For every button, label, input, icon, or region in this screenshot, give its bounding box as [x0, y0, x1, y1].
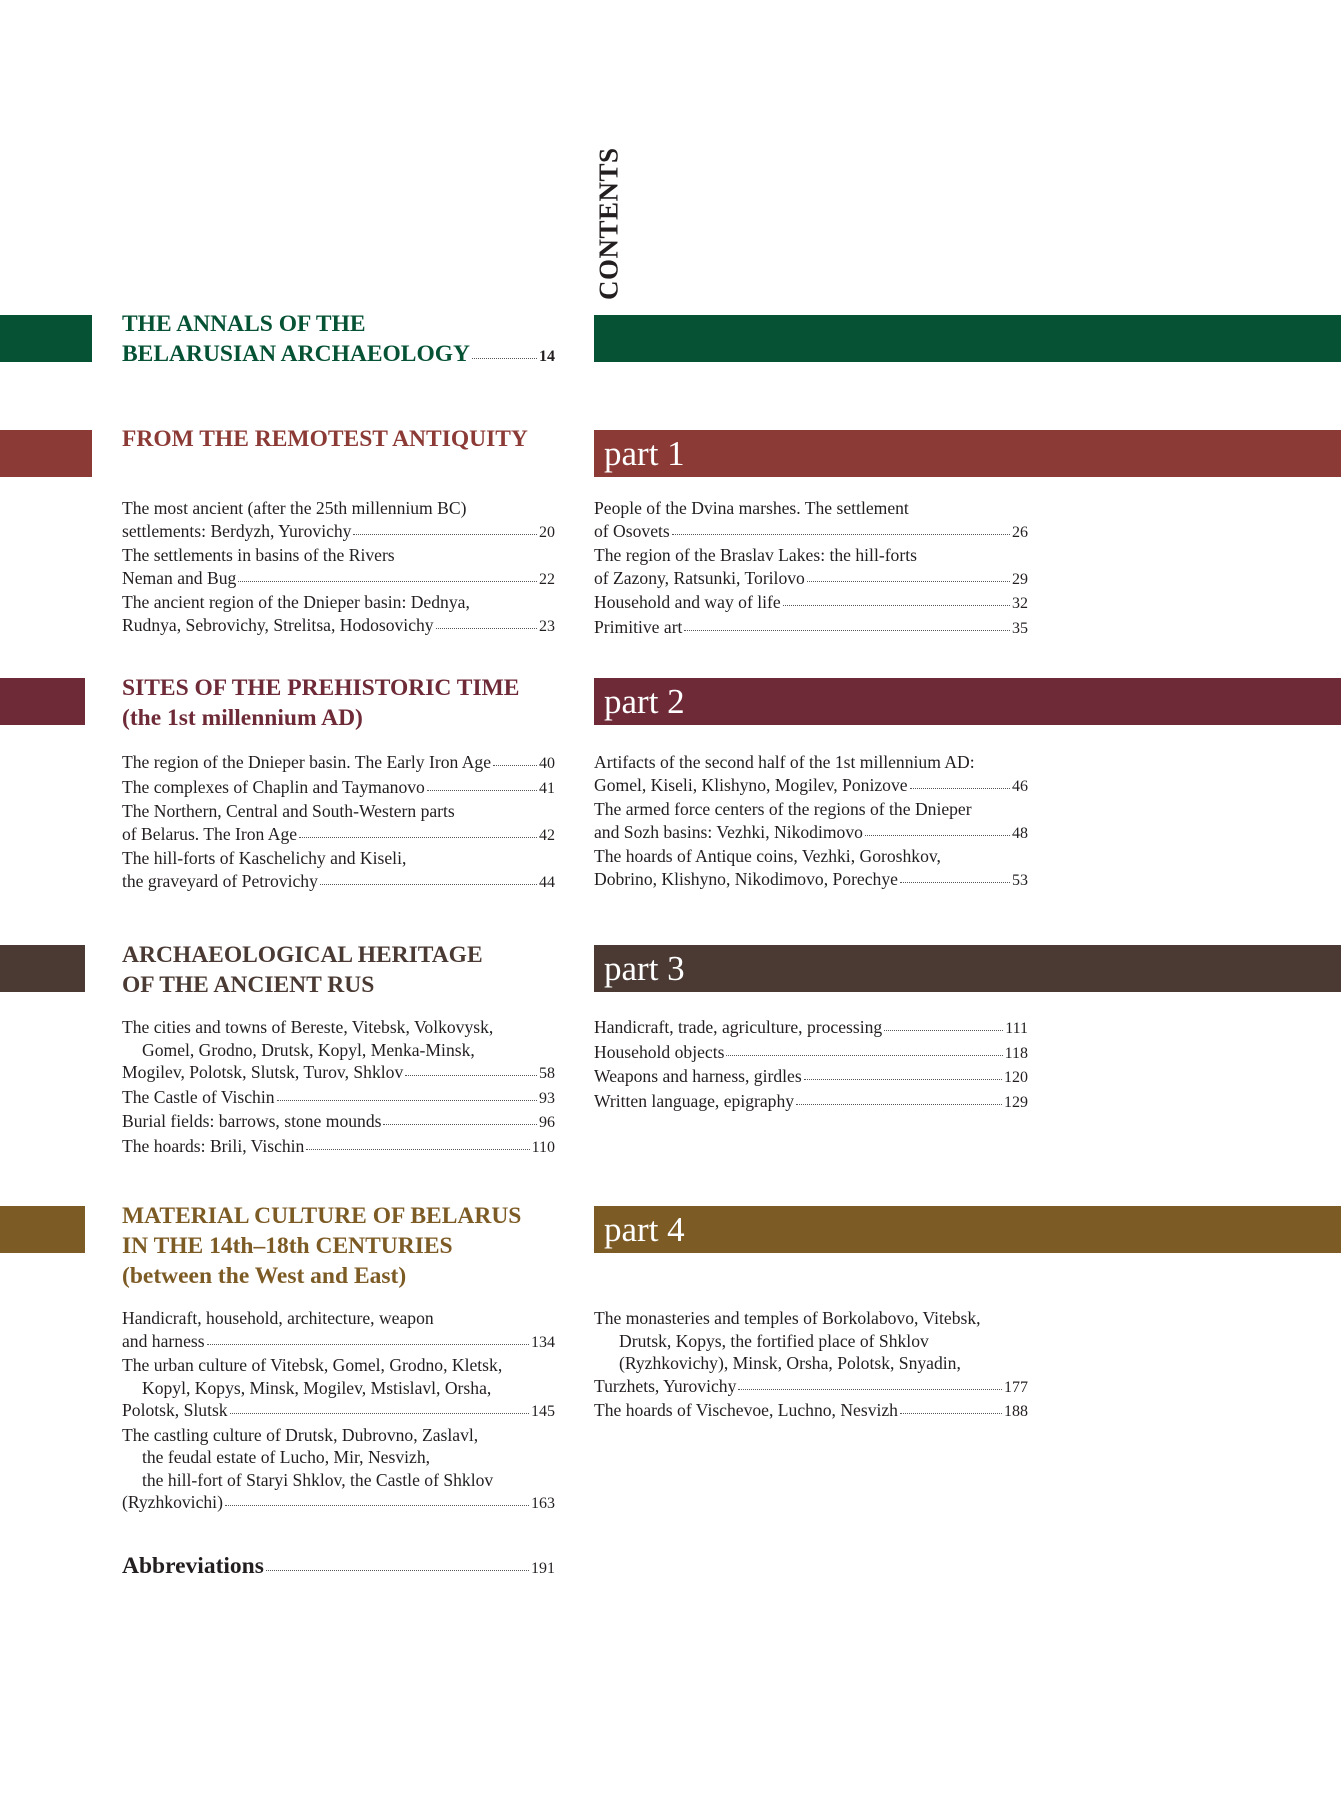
section-1-left-bar	[0, 430, 92, 477]
toc-entry[interactable]	[594, 798, 1028, 845]
section-3-left-list	[122, 1016, 555, 1159]
page-number: 96	[539, 1114, 555, 1131]
part-1-label: part 1	[604, 434, 685, 473]
toc-entry[interactable]	[122, 1354, 555, 1424]
toc-entry[interactable]	[594, 616, 1028, 641]
toc-entry-line: The hill-forts of Kaschelichy and Kiseli,	[122, 848, 407, 868]
section-2-title[interactable]	[122, 673, 562, 733]
toc-entry[interactable]	[122, 847, 555, 894]
section-2-left-list	[122, 751, 555, 894]
leader-dots	[383, 1123, 537, 1125]
section-title-line: SITES OF THE PREHISTORIC TIME	[122, 675, 520, 701]
toc-entry[interactable]	[594, 1065, 1028, 1090]
leader-dots	[427, 789, 537, 791]
leader-dots	[230, 1412, 529, 1414]
leader-dots	[807, 580, 1010, 582]
toc-entry-line: the hill-fort of Staryi Shklov, the Castle of Shklov	[142, 1469, 494, 1490]
section-title-line: (between the West and East)	[122, 1263, 407, 1289]
section-title-line: IN THE 14th–18th CENTURIES	[122, 1233, 453, 1259]
toc-entry-line: of Zazony, Ratsunki, Torilovo	[594, 567, 805, 588]
toc-entry[interactable]	[594, 544, 1028, 591]
page-number: 44	[539, 873, 555, 891]
page-number: 118	[1004, 1044, 1028, 1062]
toc-entry[interactable]	[122, 1086, 555, 1111]
toc-entry[interactable]	[122, 544, 555, 591]
leader-dots	[684, 629, 1010, 631]
section-1-title[interactable]	[122, 424, 562, 454]
part-3-label: part 3	[604, 949, 685, 988]
page-number: 53	[1012, 871, 1028, 889]
leader-dots	[405, 1074, 537, 1076]
part-2-bar	[594, 678, 1341, 725]
page-number: 188	[1004, 1403, 1028, 1420]
toc-entry-line: The region of the Braslav Lakes: the hill-forts	[594, 545, 917, 565]
leader-dots	[884, 1029, 1003, 1031]
toc-entry-line: Drutsk, Kopys, the fortified place of Shklov	[619, 1330, 929, 1351]
toc-entry-line: The hoards of Vischevoe, Luchno, Nesvizh	[594, 1400, 898, 1420]
page-number: 134	[531, 1333, 555, 1351]
section-1-right-list	[594, 497, 1028, 640]
section-1-left-list	[122, 497, 555, 638]
leader-dots	[306, 1148, 529, 1150]
toc-entry-line: Gomel, Kiseli, Klishyno, Mogilev, Ponizove	[594, 774, 908, 795]
leader-dots	[353, 533, 537, 535]
section-title-line: OF THE ANCIENT RUS	[122, 972, 375, 998]
toc-entry[interactable]	[122, 1016, 555, 1086]
toc-entry[interactable]	[122, 1135, 555, 1160]
toc-entry-line: The settlements in basins of the Rivers	[122, 545, 395, 565]
leader-dots	[266, 1569, 529, 1571]
toc-entry-line: The Castle of Vischin	[122, 1086, 275, 1107]
leader-dots	[900, 1412, 1002, 1414]
toc-entry-line: The cities and towns of Bereste, Vitebsk, Volkovysk,	[122, 1017, 494, 1037]
toc-entry[interactable]	[122, 1424, 555, 1516]
intro-title[interactable]	[122, 309, 562, 372]
toc-entry[interactable]	[594, 1041, 1028, 1066]
toc-entry[interactable]	[594, 591, 1028, 616]
toc-entry[interactable]	[122, 591, 555, 638]
toc-entry-line: Neman and Bug	[122, 567, 237, 588]
leader-dots	[207, 1343, 529, 1345]
leader-dots	[804, 1078, 1002, 1080]
section-title-line: FROM THE REMOTEST ANTIQUITY	[122, 426, 528, 452]
section-4-title[interactable]	[122, 1201, 562, 1291]
leader-dots	[910, 787, 1010, 789]
intro-title-line: THE ANNALS OF THE	[122, 311, 366, 337]
section-3-left-bar	[0, 945, 85, 992]
toc-entry-line: Household and way of life	[594, 592, 781, 612]
toc-entry-line: Mogilev, Polotsk, Slutsk, Turov, Shklov	[122, 1062, 404, 1082]
leader-dots	[472, 357, 537, 359]
intro-right-bar	[594, 315, 1341, 362]
section-4-left-list	[122, 1307, 555, 1516]
page-number: 26	[1012, 523, 1028, 541]
leader-dots	[796, 1103, 1002, 1105]
toc-entry-line: Rudnya, Sebrovichy, Strelitsa, Hodosovichy	[122, 614, 434, 635]
toc-entry-line: Dobrino, Klishyno, Nikodimovo, Porechye	[594, 868, 898, 889]
page-number: 111	[1005, 1020, 1028, 1037]
toc-entry-line: of Belarus. The Iron Age	[122, 823, 298, 844]
page-number: 14	[539, 348, 555, 365]
toc-entry-line: The region of the Dnieper basin. The Early Iron Age	[122, 752, 492, 772]
leader-dots	[320, 883, 537, 885]
toc-entry-line: the graveyard of Petrovichy	[122, 870, 318, 891]
toc-entry[interactable]	[122, 497, 555, 544]
page-number: 145	[531, 1403, 555, 1420]
part-4-bar	[594, 1206, 1341, 1253]
leader-dots	[865, 834, 1010, 836]
toc-entry[interactable]	[122, 800, 555, 847]
abbreviations-entry[interactable]	[122, 1553, 555, 1580]
page-number: 29	[1012, 570, 1028, 588]
section-title-line: MATERIAL CULTURE OF BELARUS	[122, 1203, 522, 1229]
leader-dots	[299, 836, 537, 838]
toc-entry-line: Turzhets, Yurovichy	[594, 1375, 737, 1396]
leader-dots	[672, 533, 1010, 535]
leader-dots	[277, 1099, 537, 1101]
page-number: 32	[1012, 595, 1028, 612]
part-4-label: part 4	[604, 1210, 685, 1249]
toc-entry-line: and Sozh basins: Vezhki, Nikodimovo	[594, 821, 863, 842]
abbreviations-label: Abbreviations	[122, 1553, 264, 1579]
toc-entry-line: The hoards of Antique coins, Vezhki, Goroshkov,	[594, 846, 941, 866]
toc-entry-line: settlements: Berdyzh, Yurovichy	[122, 520, 352, 541]
leader-dots	[738, 1388, 1002, 1390]
page-number: 35	[1012, 619, 1028, 637]
toc-entry-line: Primitive art	[594, 616, 683, 637]
part-1-bar	[594, 430, 1341, 477]
part-3-bar	[594, 945, 1341, 992]
page-number: 110	[531, 1138, 555, 1156]
toc-entry-line: The ancient region of the Dnieper basin: Dednya,	[122, 592, 470, 612]
toc-entry-line: The Northern, Central and South-Western parts	[122, 801, 455, 821]
contents-heading: CONTENTS	[593, 147, 624, 301]
leader-dots	[238, 580, 537, 582]
section-title-line: ARCHAEOLOGICAL HERITAGE	[122, 942, 483, 968]
page-number: 46	[1012, 777, 1028, 795]
page-number: 177	[1004, 1378, 1028, 1396]
toc-entry[interactable]	[594, 1307, 1028, 1399]
page-number: 163	[531, 1495, 555, 1512]
toc-entry-line: Kopyl, Kopys, Minsk, Mogilev, Mstislavl, Orsha,	[142, 1377, 492, 1398]
toc-entry[interactable]	[122, 1307, 555, 1354]
toc-entry-line: The most ancient (after the 25th millennium BC)	[122, 498, 467, 518]
toc-entry-line: Weapons and harness, girdles	[594, 1066, 802, 1086]
toc-entry-line: Artifacts of the second half of the 1st millennium AD:	[594, 752, 975, 772]
toc-entry-line: of Osovets	[594, 520, 670, 541]
leader-dots	[900, 881, 1010, 883]
page-number: 48	[1012, 824, 1028, 842]
toc-entry[interactable]	[594, 1090, 1028, 1115]
toc-entry[interactable]	[594, 1399, 1028, 1424]
section-3-right-list	[594, 1016, 1028, 1114]
toc-entry[interactable]	[594, 497, 1028, 544]
toc-entry-line: Household objects	[594, 1041, 725, 1062]
toc-entry-line: Burial fields: barrows, stone mounds	[122, 1111, 382, 1131]
toc-entry[interactable]	[594, 845, 1028, 892]
toc-entry-line: The urban culture of Vitebsk, Gomel, Grodno, Kletsk,	[122, 1355, 503, 1375]
page-number: 120	[1004, 1069, 1028, 1086]
part-2-label: part 2	[604, 682, 685, 721]
intro-left-bar	[0, 315, 92, 362]
toc-entry[interactable]	[594, 1016, 1028, 1041]
toc-entry-line: The hoards: Brili, Vischin	[122, 1135, 305, 1156]
toc-entry-line: Polotsk, Slutsk	[122, 1400, 228, 1420]
toc-entry-line: Gomel, Grodno, Drutsk, Kopyl, Menka-Minsk,	[142, 1039, 475, 1060]
page-number: 41	[539, 779, 555, 797]
section-4-left-bar	[0, 1206, 85, 1253]
toc-entry-line: The monasteries and temples of Borkolabovo, Vitebsk,	[594, 1308, 981, 1328]
leader-dots	[225, 1504, 529, 1506]
page-number: 42	[539, 826, 555, 844]
page-number: 93	[539, 1089, 555, 1107]
toc-entry-line: the feudal estate of Lucho, Mir, Nesvizh,	[142, 1447, 431, 1467]
page-number: 20	[539, 523, 555, 541]
toc-entry-line: (Ryzhkovichy), Minsk, Orsha, Polotsk, Snyadin,	[619, 1353, 961, 1373]
leader-dots	[493, 764, 537, 766]
toc-entry-line: (Ryzhkovichi)	[122, 1492, 223, 1512]
intro-title-line: BELARUSIAN ARCHAEOLOGY	[122, 341, 470, 367]
page-number: 40	[539, 755, 555, 772]
toc-entry-line: People of the Dvina marshes. The settlement	[594, 498, 909, 518]
toc-entry-line: The armed force centers of the regions of the Dnieper	[594, 799, 972, 819]
page-number: 129	[1004, 1093, 1028, 1111]
section-2-left-bar	[0, 678, 85, 725]
section-2-right-list	[594, 751, 1028, 892]
section-title-line: (the 1st millennium AD)	[122, 705, 363, 731]
leader-dots	[436, 627, 537, 629]
leader-dots	[726, 1054, 1002, 1056]
page-number: 22	[539, 570, 555, 588]
toc-entry[interactable]	[122, 1110, 555, 1135]
page-number: 58	[539, 1065, 555, 1082]
toc-entry-line: Handicraft, household, architecture, weapon	[122, 1308, 434, 1328]
leader-dots	[783, 604, 1010, 606]
toc-entry-line: Written language, epigraphy	[594, 1090, 795, 1111]
toc-entry-line: and harness	[122, 1330, 205, 1351]
toc-entry-line: The complexes of Chaplin and Taymanovo	[122, 776, 425, 797]
page-number: 23	[539, 617, 555, 635]
section-4-right-list	[594, 1307, 1028, 1424]
toc-entry[interactable]	[594, 751, 1028, 798]
toc-entry-line: The castling culture of Drutsk, Dubrovno, Zaslavl,	[122, 1424, 479, 1445]
toc-entry[interactable]	[122, 751, 555, 776]
section-3-title[interactable]	[122, 940, 562, 1000]
toc-entry-line: Handicraft, trade, agriculture, processing	[594, 1017, 883, 1037]
toc-entry[interactable]	[122, 776, 555, 801]
page-number: 191	[531, 1560, 555, 1577]
